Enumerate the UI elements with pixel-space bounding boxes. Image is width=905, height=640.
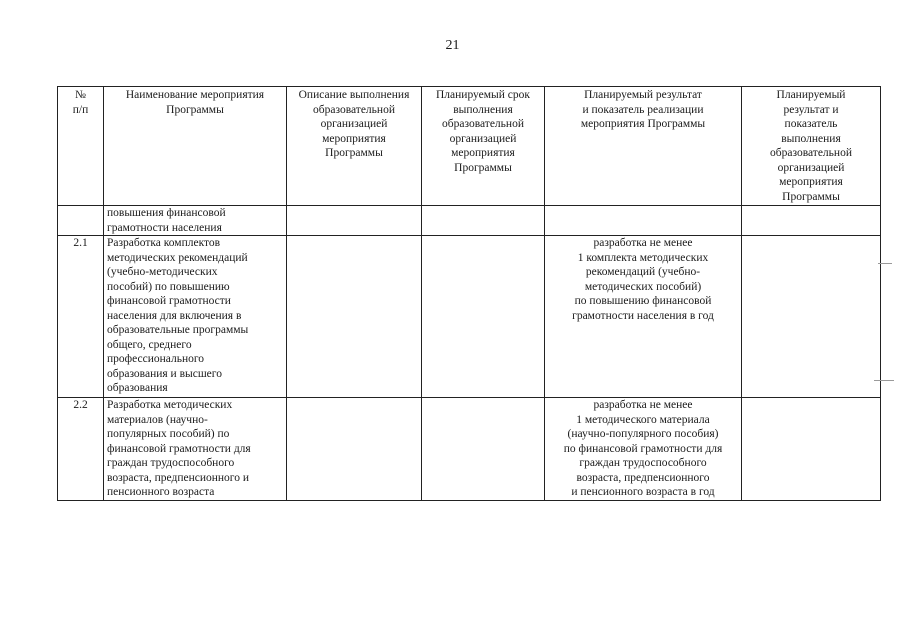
row-description — [287, 236, 422, 398]
row-org-result — [742, 398, 881, 501]
header-number: № п/п — [58, 87, 104, 206]
row-measure-name: Разработка методических материалов (научно- популярных пособий) по финансовой грамотности для граждан трудоспособного возраста, предпенсионного и пенсионного возраста — [104, 398, 287, 501]
header-measure-name: Наименование мероприятия Программы — [104, 87, 287, 206]
table-row-2-1 — [58, 236, 881, 398]
row-measure-name: повышения финансовой грамотности населения — [104, 206, 287, 236]
row-planned-result: разработка не менее 1 методического материала (научно-популярного пособия) по финансовой грамотности для граждан трудоспособного возраста, предпенсионного и пенсионного возраста в год — [545, 398, 742, 501]
header-org-result: Планируемый результат и показатель выполнения образовательной организацией мероприятия Программы — [742, 87, 881, 206]
table-header-row — [58, 87, 881, 206]
row-planned-term — [422, 236, 545, 398]
page-number: 21 — [445, 38, 460, 53]
row-number: 2.1 — [58, 236, 104, 398]
row-org-result — [742, 206, 881, 236]
row-measure-name: Разработка комплектов методических рекомендаций (учебно-методических пособий) по повышению финансовой грамотности населения для включения в образовательные программы общего, среднего профессионального образования и высшего образования — [104, 236, 287, 398]
scan-artifact — [878, 263, 892, 264]
row-description — [287, 206, 422, 236]
table-row-continuation — [58, 206, 881, 236]
row-number — [58, 206, 104, 236]
header-planned-term: Планируемый срок выполнения образовательной организацией мероприятия Программы — [422, 87, 545, 206]
row-org-result — [742, 236, 881, 398]
row-description — [287, 398, 422, 501]
header-planned-result: Планируемый результат и показатель реализации мероприятия Программы — [545, 87, 742, 206]
row-planned-term — [422, 206, 545, 236]
scan-artifact — [874, 380, 894, 381]
table-row-2-2 — [58, 398, 881, 501]
row-planned-result: разработка не менее 1 комплекта методических рекомендаций (учебно- методических пособий) по повышению финансовой грамотности населения в год — [545, 236, 742, 398]
row-number: 2.2 — [58, 398, 104, 501]
header-description: Описание выполнения образовательной организацией мероприятия Программы — [287, 87, 422, 206]
program-measures-table — [57, 86, 881, 501]
row-planned-result — [545, 206, 742, 236]
row-planned-term — [422, 398, 545, 501]
